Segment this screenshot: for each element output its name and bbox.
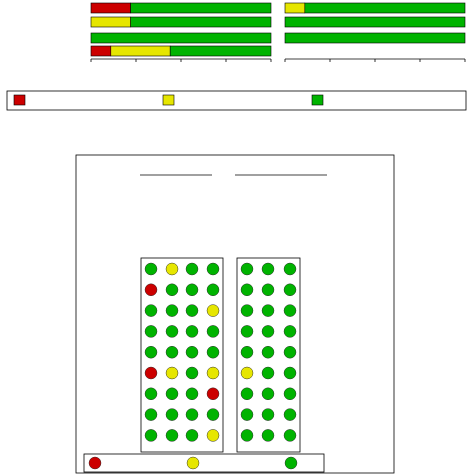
bar-legend-swatch-high [14,95,25,105]
cell-ac-vergine-2014-0 [241,429,253,441]
table-legend-swatch-unclear [187,457,199,469]
bar-risk-of-bias-1-low [131,17,271,27]
cell-ac-corsini-2019-2 [284,305,296,317]
bar-applicability-0-unclear [285,3,305,13]
cell-rob-chen-2017-1 [166,263,178,275]
cell-rob-copetti-2007-1 [166,284,178,296]
cell-rob-grimaldi-2019-2 [186,325,198,337]
bar-applicability-1-low [285,17,465,27]
bar-applicability-2-low [285,33,465,43]
cell-rob-corsini-2019-1 [166,305,178,317]
cell-ac-vergine-2014-2 [284,429,296,441]
cell-rob-liu-2016-2 [186,388,198,400]
cell-ac-ibrahim-2018-2 [284,346,296,358]
cell-ac-ibrahim-2018-0 [241,346,253,358]
cell-rob-copetti-2007-3 [207,284,219,296]
cell-rob-liu-2014-3 [207,367,219,379]
cell-rob-grimaldi-2019-1 [166,325,178,337]
cell-rob-corsini-2019-2 [186,305,198,317]
bar-risk-of-bias-3-high [91,46,111,56]
cell-ac-copetti-2007-2 [284,284,296,296]
cell-ac-grimaldi-2019-2 [284,325,296,337]
cell-ac-corsini-2019-1 [262,305,274,317]
cell-rob-liu-2014-1 [166,367,178,379]
cell-ac-chen-2017-2 [284,263,296,275]
bar-legend-swatch-low [312,95,323,105]
table-legend-swatch-low [285,457,297,469]
cell-ac-chen-2017-1 [262,263,274,275]
cell-rob-chen-2017-0 [145,263,157,275]
cell-ac-corsini-2019-0 [241,305,253,317]
cell-rob-corsini-2019-0 [145,305,157,317]
cell-ac-liu-2014-2 [284,367,296,379]
cell-rob-liu-2014-2 [186,367,198,379]
cell-ac-vergine-2014-1 [262,429,274,441]
bar-risk-of-bias-0-low [131,3,271,13]
cell-ac-rachuri-2017-0 [241,409,253,421]
cell-ac-copetti-2007-1 [262,284,274,296]
cell-rob-ibrahim-2018-0 [145,346,157,358]
cell-rob-vergine-2014-3 [207,429,219,441]
cell-rob-grimaldi-2019-3 [207,325,219,337]
risk-of-bias-table [76,155,394,473]
bar-risk-of-bias-3-low [170,46,271,56]
cell-ac-grimaldi-2019-0 [241,325,253,337]
cell-ac-liu-2014-1 [262,367,274,379]
cell-ac-liu-2016-0 [241,388,253,400]
bar-risk-of-bias-0-high [91,3,131,13]
table-frame [76,155,394,473]
cell-rob-liu-2016-3 [207,388,219,400]
cell-rob-liu-2016-0 [145,388,157,400]
cell-rob-rachuri-2017-2 [186,409,198,421]
bar-risk-of-bias-2-low [91,33,271,43]
cell-rob-ibrahim-2018-2 [186,346,198,358]
cell-rob-ibrahim-2018-1 [166,346,178,358]
bar-legend-swatch-unclear [163,95,174,105]
cell-rob-liu-2016-1 [166,388,178,400]
cell-rob-copetti-2007-0 [145,284,157,296]
bar-applicability-0-low [305,3,465,13]
cell-rob-vergine-2014-1 [166,429,178,441]
cell-ac-liu-2016-2 [284,388,296,400]
cell-rob-copetti-2007-2 [186,284,198,296]
summary-bar-chart [7,3,466,110]
cell-rob-chen-2017-2 [186,263,198,275]
cell-ac-liu-2014-0 [241,367,253,379]
bar-legend-box [7,91,466,110]
cell-ac-liu-2016-1 [262,388,274,400]
cell-ac-grimaldi-2019-1 [262,325,274,337]
cell-ac-rachuri-2017-2 [284,409,296,421]
cell-rob-chen-2017-3 [207,263,219,275]
cell-ac-rachuri-2017-1 [262,409,274,421]
cell-rob-grimaldi-2019-0 [145,325,157,337]
cell-ac-chen-2017-0 [241,263,253,275]
cell-rob-vergine-2014-2 [186,429,198,441]
cell-rob-rachuri-2017-1 [166,409,178,421]
table-legend-swatch-high [89,457,101,469]
cell-rob-vergine-2014-0 [145,429,157,441]
bar-risk-of-bias-1-unclear [91,17,131,27]
cell-ac-copetti-2007-0 [241,284,253,296]
cell-rob-corsini-2019-3 [207,305,219,317]
cell-rob-rachuri-2017-0 [145,409,157,421]
bar-risk-of-bias-3-unclear [111,46,170,56]
cell-ac-ibrahim-2018-1 [262,346,274,358]
cell-rob-ibrahim-2018-3 [207,346,219,358]
cell-rob-rachuri-2017-3 [207,409,219,421]
cell-rob-liu-2014-0 [145,367,157,379]
